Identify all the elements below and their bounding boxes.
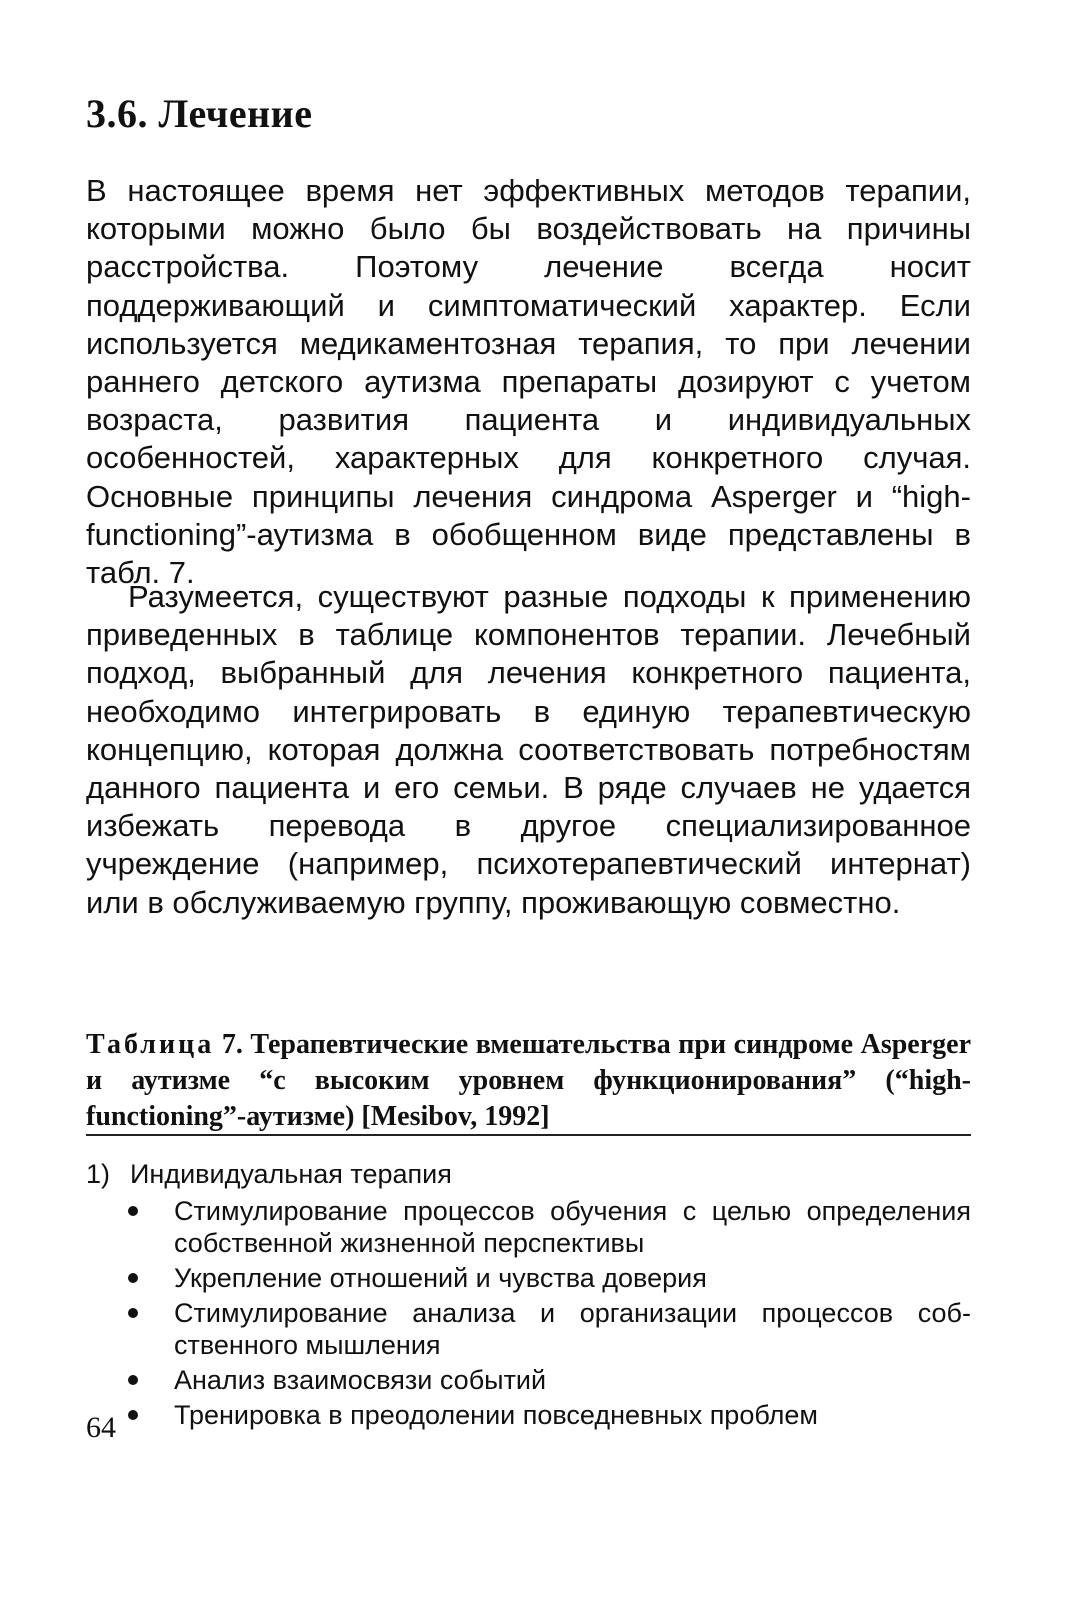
table-top-rule [86, 1134, 971, 1136]
bullet-icon [128, 1273, 138, 1283]
list-item-text: Укрепление отношений и чувства доверия [174, 1263, 707, 1293]
bullet-icon [128, 1206, 138, 1216]
body-paragraph-2: Разумеется, существуют разные подходы к применению приведенных в таблице компонентов терапии. Лечебный подход, выбранный для лечения конкретного пациента, необходимо интегрировать в единую терапевтическую концепцию, которая должна соответствовать потребностям данного пациента и его семьи. В ряде случаев не удается избежать перевода в другое специализированное учреждение (например, психотерапевтический интернат) или в обслуживаемую группу, проживающую совместно. [86, 579, 971, 920]
list-item [86, 1399, 971, 1431]
bullet-icon [128, 1410, 138, 1420]
list-item [86, 1297, 971, 1361]
bullet-list [86, 1195, 971, 1431]
book-page [86, 0, 971, 1600]
list-item [86, 1364, 971, 1396]
table-group-title [86, 1156, 971, 1192]
page-number: 64 [86, 1411, 116, 1444]
body-paragraph-1: В настоящее время нет эффективных методов терапии, которыми можно было бы воздействовать на причины расстройства. Поэтому лечение всегда носит поддерживающий и симптоматический характер. Если используется медикаментозная терапия, то при лечении раннего детского аутизма препараты дозируют с учетом возраста, развития пациента и индивидуальных особенностей, характерных для конкретного случая. Основные принципы лечения синдрома Asperger и “high-functioning”-аутизма в обобщенном виде представлены в табл. 7. [86, 173, 971, 591]
section-heading: 3.6. Лечение [86, 91, 313, 136]
bullet-icon [128, 1375, 138, 1385]
list-item-text: Анализ взаимосвязи событий [174, 1365, 547, 1395]
list-item-text: Стимулирование процессов обучения с целью определения собственной жизненной перспективы [174, 1196, 971, 1258]
list-item-text: Тренировка в преодолении повседневных проблем [174, 1400, 818, 1430]
table-caption-label: Таблица [86, 1029, 215, 1060]
table-group-number: 1) [86, 1159, 111, 1189]
list-item-text: Стимулирование анализа и организации процессов собственного мышления [174, 1298, 971, 1360]
list-item [86, 1195, 971, 1259]
list-item [86, 1262, 971, 1294]
table-group [86, 1156, 971, 1431]
table-body [86, 1156, 971, 1431]
table-caption [86, 1027, 971, 1135]
table-group-label: Индивидуальная терапия [130, 1159, 452, 1189]
bullet-icon [128, 1308, 138, 1318]
table-caption-text: 7. Терапевтические вмешательства при синдроме Asperger и аутизме “с высоким уровнем функционирования” (“high-functioning”-аутизме) [Mesibov, 1992] [86, 1029, 972, 1132]
